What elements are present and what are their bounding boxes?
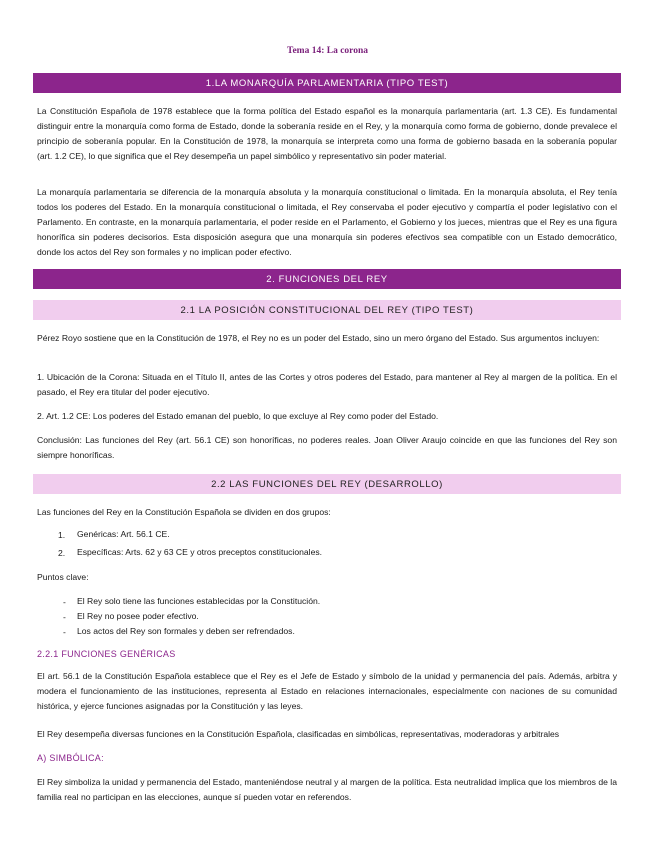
section-heading-1: 1.LA MONARQUÍA PARLAMENTARIA (TIPO TEST) xyxy=(33,73,621,93)
paragraph: Pérez Royo sostiene que en la Constitución de 1978, el Rey no es un poder del Estado, sino un mero órgano del Estado. Sus argumentos incluyen: xyxy=(37,333,600,343)
bullet-dash: - xyxy=(63,627,66,637)
list-item: Específicas: Arts. 62 y 63 CE y otros preceptos constitucionales. xyxy=(77,547,323,557)
subsection-heading-2-1: 2.1 LA POSICIÓN CONSTITUCIONAL DEL REY (TIPO TEST) xyxy=(33,300,621,320)
paragraph: La monarquía parlamentaria se diferencia de la monarquía absoluta y la monarquía constitucional o limitada. En la monarquía absoluta, el Rey tenía todos los poderes del Estado. En la monarquía constitucional o limitada, el Rey conservaba el poder ejecutivo y compartía el poder legislativo con el Parlamento. En contraste, en la monarquía parlamentaria, el poder reside en el Parlamento, el Gobierno y los jueces, mientras que el Rey es una figura honorífica sin poderes decisorios. Esta disposición asegura que una monarquía sin poderes efectivos sea compatible con un Estado democrático, donde los actos del Rey son formales y no implican poder efectivo. xyxy=(37,187,617,257)
paragraph: Conclusión: Las funciones del Rey (art. 56.1 CE) son honoríficas, no poderes reales. Joan Oliver Araujo coincide en que las funciones del Rey son siempre honoríficas. xyxy=(37,435,617,460)
paragraph: 2. Art. 1.2 CE: Los poderes del Estado emanan del pueblo, lo que excluye al Rey como poder del Estado. xyxy=(37,411,439,421)
list-number: 1. xyxy=(58,530,66,540)
paragraph: El art. 56.1 de la Constitución Española establece que el Rey es el Jefe de Estado y símbolo de la unidad y permanencia del país. Además, arbitra y modera el funcionamiento de las instituciones, representa al Estado en relaciones internacionales, especialmente con naciones de su comunidad histórica, y ejerce funciones asignadas por la Constitución y las leyes. xyxy=(37,671,617,711)
paragraph: La Constitución Española de 1978 establece que la forma política del Estado español es la monarquía parlamentaria (art. 1.3 CE). Es fundamental distinguir entre la monarquía como forma de Estado, donde la soberanía reside en el Rey, y la monarquía como forma de gobierno, donde prevalece el principio de soberanía popular. En la Constitución de 1978, la monarquía se interpreta como una forma de gobierno basada en la soberanía popular (art. 1.2 CE), lo que significa que el Rey desempeña un papel simbólico y representativo sin poder material. xyxy=(37,106,617,161)
paragraph: Puntos clave: xyxy=(37,572,89,582)
list-item: El Rey solo tiene las funciones establecidas por la Constitución. xyxy=(77,596,321,606)
list-item: El Rey no posee poder efectivo. xyxy=(77,611,199,621)
paragraph: Las funciones del Rey en la Constitución Española se dividen en dos grupos: xyxy=(37,507,331,517)
bullet-dash: - xyxy=(63,612,66,622)
list-item: Los actos del Rey son formales y deben ser refrendados. xyxy=(77,626,295,636)
subsection-heading-2-2: 2.2 LAS FUNCIONES DEL REY (DESARROLLO) xyxy=(33,474,621,494)
list-number: 2. xyxy=(58,548,66,558)
subsection-heading-a: A) SIMBÓLICA: xyxy=(37,753,104,763)
subsection-heading-2-2-1: 2.2.1 FUNCIONES GENÉRICAS xyxy=(37,649,176,659)
list-item: Genéricas: Art. 56.1 CE. xyxy=(77,529,170,539)
paragraph: El Rey simboliza la unidad y permanencia del Estado, manteniéndose neutral y al margen de la política. Esta neutralidad implica que los miembros de la familia real no participan en las elecciones, aunque sí pueden votar en referendos. xyxy=(37,777,617,802)
section-heading-2: 2. FUNCIONES DEL REY xyxy=(33,269,621,289)
paragraph: El Rey desempeña diversas funciones en la Constitución Española, clasificadas en simbólicas, representativas, moderadoras y arbitrales xyxy=(37,729,560,739)
paragraph: 1. Ubicación de la Corona: Situada en el Título II, antes de las Cortes y otros poderes del Estado, para mantener al Rey al margen de la política. En el pasado, el Rey era titular del poder ejecutivo. xyxy=(37,372,617,397)
bullet-dash: - xyxy=(63,597,66,607)
document-title: Tema 14: La corona xyxy=(286,46,368,56)
